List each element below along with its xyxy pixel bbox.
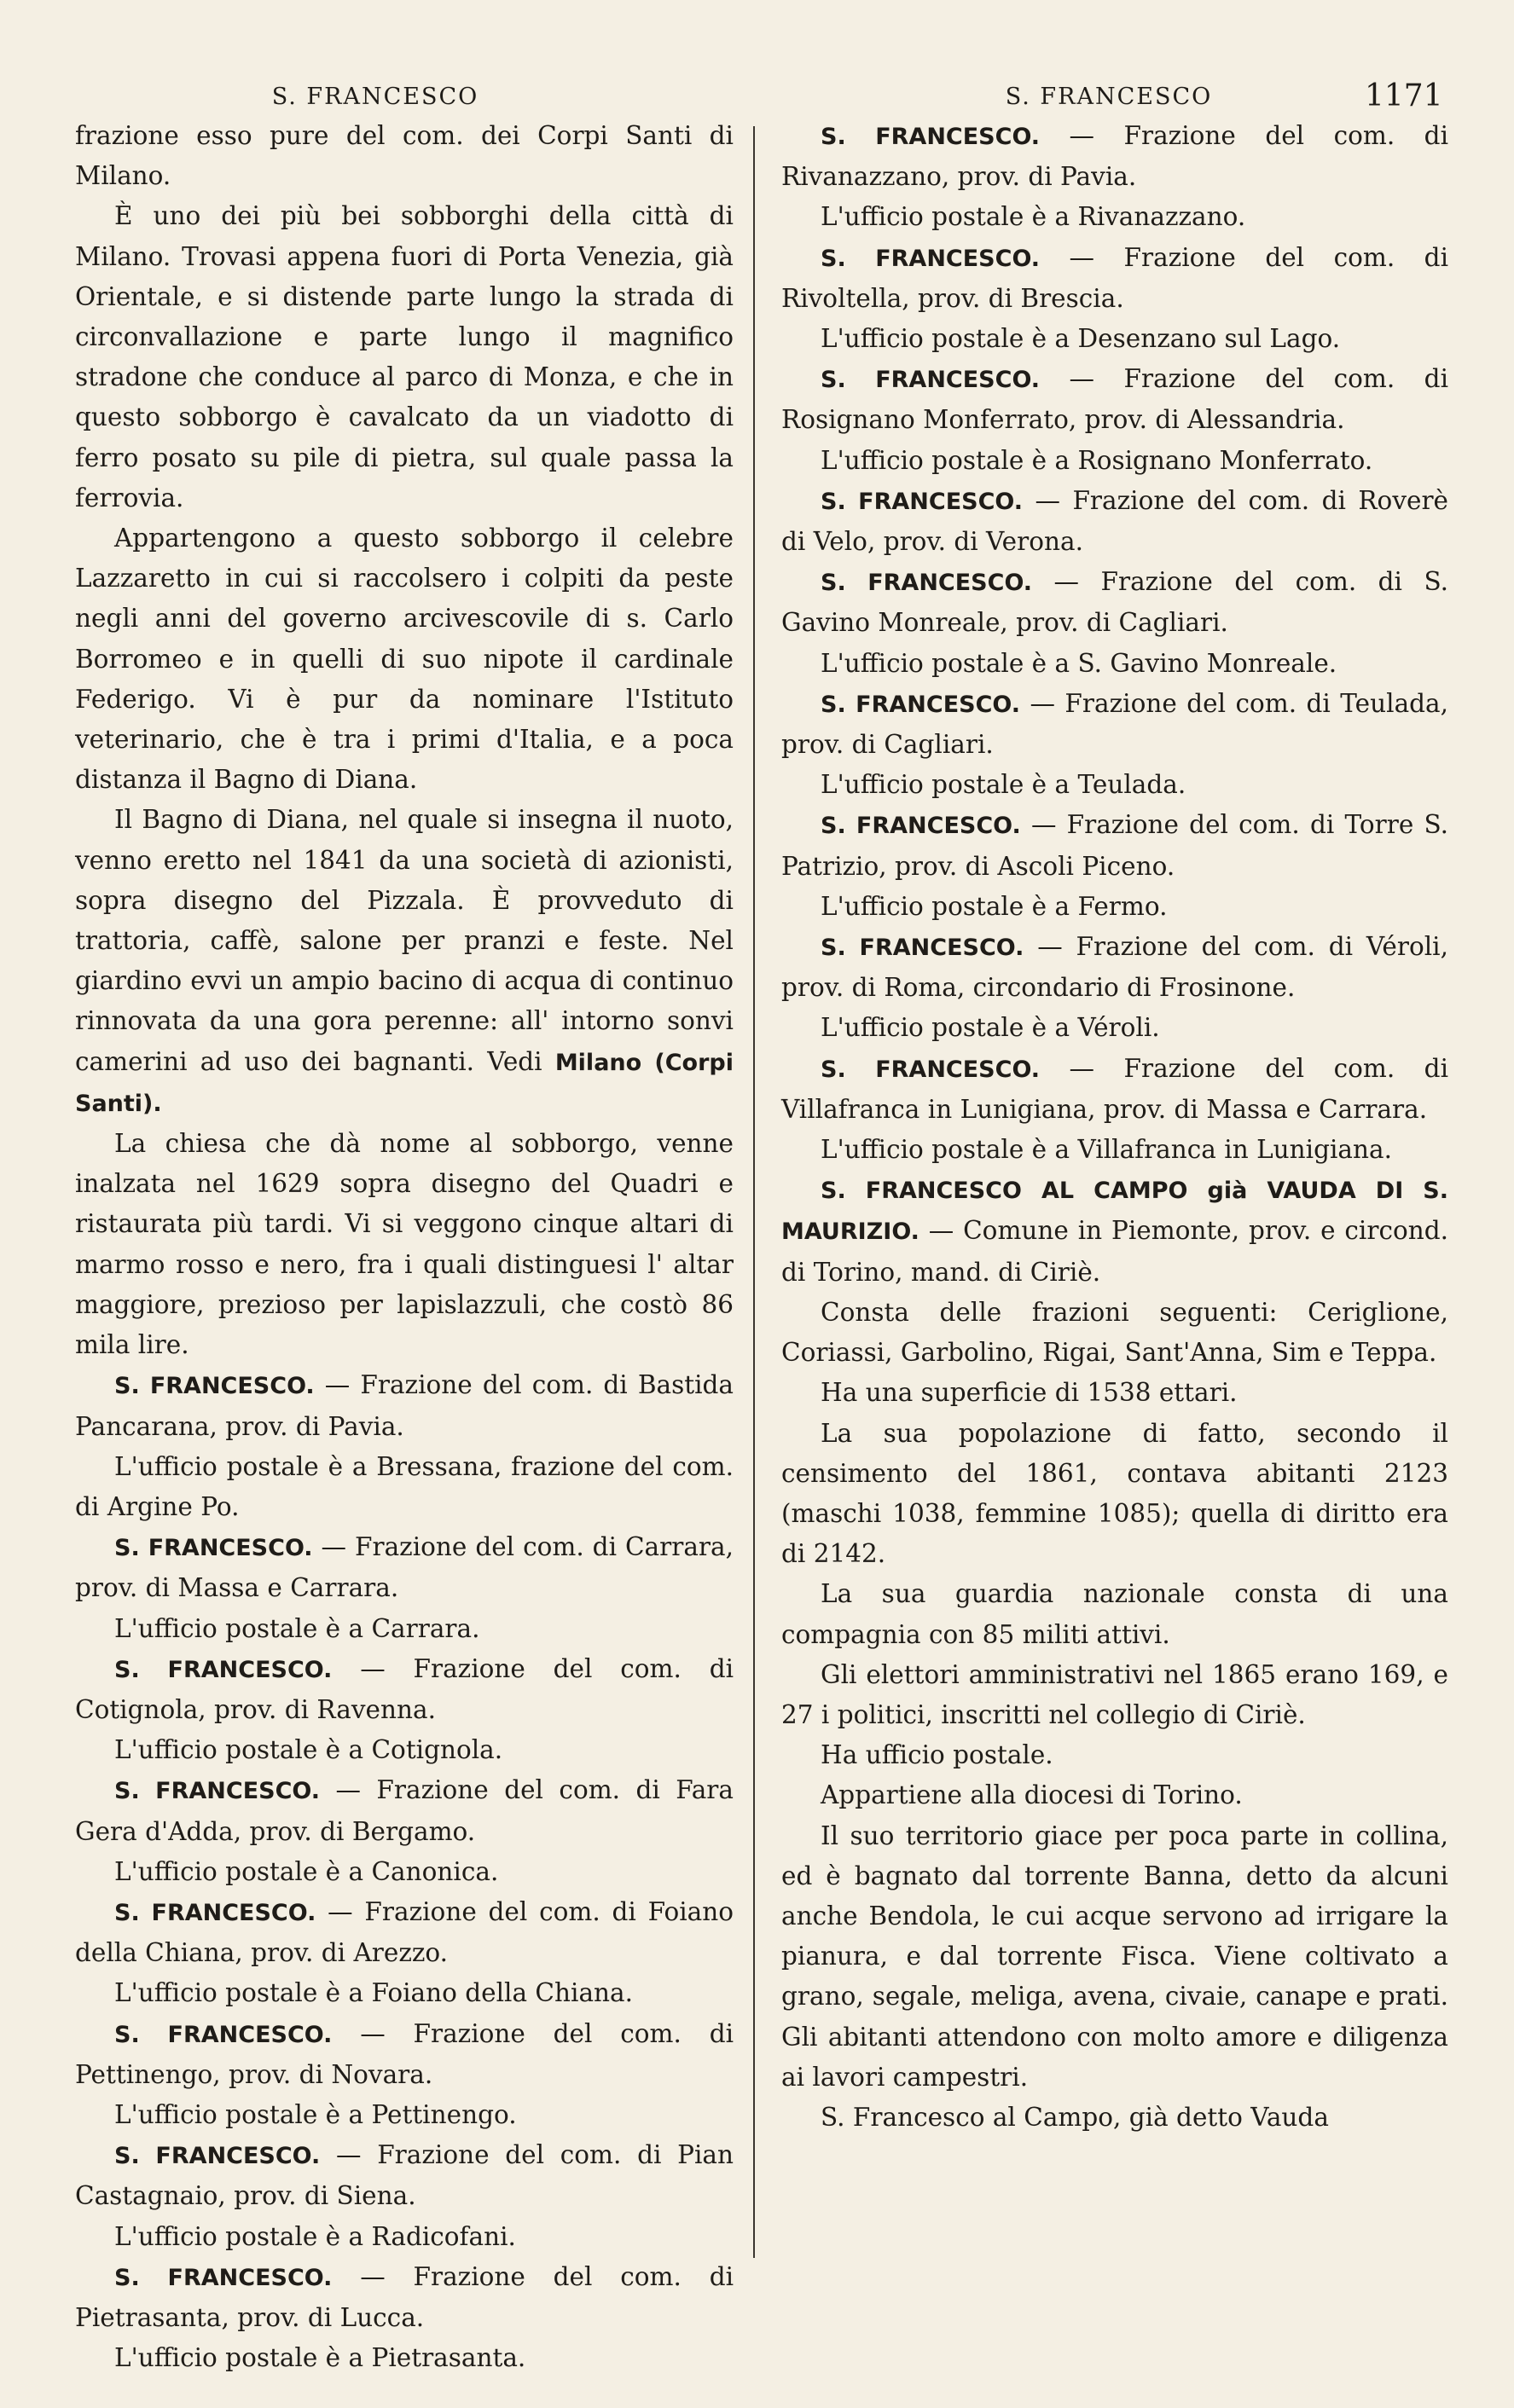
entry-text: — Frazione del com. di Foiano della Chiana, prov. di Arezzo. <box>75 1896 734 1968</box>
right-running-head: S. FRANCESCO <box>1005 84 1213 110</box>
paragraph <box>75 1124 734 1365</box>
entry-heading: S. FRANCESCO. <box>821 1056 1041 1083</box>
paragraph <box>75 1770 734 1851</box>
left-column <box>75 116 734 2378</box>
entry-heading: S. FRANCESCO. <box>114 1373 315 1400</box>
paragraph <box>75 1527 734 1608</box>
paragraph-text: L'ufficio postale è a Foiano della Chiana. <box>114 1978 633 2008</box>
paragraph <box>781 1293 1448 1373</box>
paragraph-text: L'ufficio postale è a Fermo. <box>821 891 1168 921</box>
paragraph <box>781 238 1448 319</box>
entry-text: — Frazione del com. di Torre S. Patrizio, prov. di Ascoli Piceno. <box>781 810 1448 881</box>
paragraph <box>781 1130 1448 1170</box>
entry-text: — Frazione del com. di Roverè di Velo, prov. di Verona. <box>781 485 1449 557</box>
paragraph <box>781 197 1448 237</box>
paragraph <box>781 481 1448 562</box>
paragraph <box>75 2257 734 2338</box>
page-number: 1171 <box>1365 78 1443 113</box>
entry-heading: S. FRANCESCO. <box>114 1656 333 1683</box>
paragraph-text: Appartengono a questo sobborgo il celebre Lazzaretto in cui si raccolsero i colpiti da peste negli anni del governo arcivescovile di s. Carlo Borromeo e in quelli di suo nipote il cardinale Federigo. Vi è pur da nominare l'Istituto veterinario, che è tra i primi d'Italia, e a poca distanza il Bagno di Diana. <box>75 524 734 795</box>
paragraph-text: Consta delle frazioni seguenti: Ceriglione, Coriassi, Garbolino, Rigai, Sant'Anna, Sim e Teppa. <box>781 1297 1448 1368</box>
paragraph <box>75 518 734 800</box>
entry-text: — Frazione del com. di Pian Castagnaio, prov. di Siena. <box>75 2140 734 2211</box>
paragraph-text: L'ufficio postale è a Desenzano sul Lago. <box>821 324 1341 354</box>
column-rule <box>753 126 755 2258</box>
paragraph <box>781 1655 1448 1735</box>
paragraph <box>781 765 1448 805</box>
paragraph-text: È uno dei più bei sobborghi della città di Milano. Trovasi appena fuori di Porta Venezia, già Orientale, e si distende parte lungo la strada di circonvallazione e parte lungo il magnifico stradone che conduce al parco di Monza, e che in questo sobborgo è cavalcato da un viadotto di ferro posato su pile di pietra, sul quale passa la ferrovia. <box>75 201 734 512</box>
paragraph <box>781 644 1448 684</box>
entry-heading: Milano (Corpi Santi). <box>75 1049 734 1117</box>
entry-text: — Frazione del com. di Cotignola, prov. di Ravenna. <box>75 1653 734 1724</box>
paragraph-text: La sua guardia nazionale consta di una compagnia con 85 militi attivi. <box>781 1579 1448 1649</box>
paragraph-text: La chiesa che dà nome al sobborgo, venne inalzata nel 1629 sopra disegno del Quadri e ristaurata più tardi. Vi si veggono cinque altari di marmo rosso e nero, fra i quali distinguesi l' altar maggiore, prezioso per lapislazzuli, che costò 86 mila lire. <box>75 1129 734 1360</box>
paragraph-text: S. Francesco al Campo, già detto Vauda <box>821 2102 1329 2132</box>
entry-heading: S. FRANCESCO. <box>821 691 1021 718</box>
entry-text: — Frazione del com. di Villafranca in Lunigiana, prov. di Massa e Carrara. <box>781 1053 1448 1124</box>
paragraph-text: L'ufficio postale è a Villafranca in Lunigiana. <box>821 1135 1392 1165</box>
paragraph <box>75 2338 734 2378</box>
entry-text: — Comune in Piemonte, prov. e circond. di Torino, mand. di Ciriè. <box>781 1216 1448 1287</box>
paragraph-text: La sua popolazione di fatto, secondo il censimento del 1861, contava abitanti 2123 (maschi 1038, femmine 1085); quella di diritto era di 2142. <box>781 1418 1448 1569</box>
right-column <box>781 116 1448 2138</box>
paragraph <box>781 684 1448 765</box>
paragraph <box>781 319 1448 359</box>
paragraph <box>75 2095 734 2135</box>
entry-heading: S. FRANCESCO. <box>114 2021 333 2048</box>
paragraph-text: L'ufficio postale è a Rosignano Monferrato. <box>821 445 1373 475</box>
entry-heading: S. FRANCESCO. <box>114 1778 321 1805</box>
paragraph <box>781 116 1448 197</box>
paragraph <box>75 1892 734 1973</box>
entry-text: — Frazione del com. di Pietrasanta, prov. di Lucca. <box>75 2261 734 2332</box>
entry-text: — Frazione del com. di Véroli, prov. di Roma, circondario di Frosinone. <box>781 932 1448 1003</box>
entry-heading: S. FRANCESCO. <box>821 124 1041 150</box>
entry-text: — Frazione del com. di Pettinengo, prov. di Novara. <box>75 2018 734 2089</box>
paragraph <box>781 1735 1448 1775</box>
paragraph-text: Ha una superficie di 1538 ettari. <box>821 1378 1238 1408</box>
paragraph <box>75 1649 734 1730</box>
paragraph <box>75 800 734 1124</box>
entry-text: — Frazione del com. di Teulada, prov. di Cagliari. <box>781 688 1449 760</box>
paragraph <box>75 1973 734 2013</box>
paragraph-text: L'ufficio postale è a Pietrasanta. <box>114 2343 526 2373</box>
paragraph <box>75 1852 734 1892</box>
entry-heading: S. FRANCESCO. <box>821 245 1041 272</box>
entry-heading: S. FRANCESCO. <box>821 367 1041 394</box>
paragraph <box>781 1008 1448 1048</box>
paragraph <box>781 887 1448 927</box>
paragraph-text: L'ufficio postale è a S. Gavino Monreale. <box>821 648 1337 678</box>
paragraph-text: L'ufficio postale è a Radicofani. <box>114 2221 516 2251</box>
paragraph-text: L'ufficio postale è a Bressana, frazione del com. di Argine Po. <box>75 1451 734 1521</box>
paragraph <box>781 1170 1448 1293</box>
paragraph-text: L'ufficio postale è a Véroli. <box>821 1013 1160 1043</box>
paragraph <box>75 1365 734 1446</box>
entry-heading: S. FRANCESCO. <box>821 570 1033 597</box>
paragraph <box>75 116 734 196</box>
entry-heading: S. FRANCESCO. <box>114 1899 316 1926</box>
paragraph <box>781 805 1448 886</box>
paragraph <box>781 1373 1448 1413</box>
paragraph-text: L'ufficio postale è a Carrara. <box>114 1613 480 1643</box>
entry-text: — Frazione del com. di Rivoltella, prov. di Brescia. <box>781 242 1448 313</box>
paragraph <box>75 1447 734 1527</box>
entry-heading: S. FRANCESCO. <box>821 488 1024 515</box>
paragraph-text: Appartiene alla diocesi di Torino. <box>821 1780 1243 1810</box>
paragraph <box>781 927 1448 1008</box>
paragraph <box>781 562 1448 643</box>
entry-heading: S. FRANCESCO. <box>114 1535 313 1562</box>
paragraph <box>75 2217 734 2257</box>
entry-text: — Frazione del com. di Carrara, prov. di Massa e Carrara. <box>75 1532 734 1603</box>
paragraph <box>75 1730 734 1770</box>
paragraph <box>781 1049 1448 1130</box>
paragraph-text: L'ufficio postale è a Pettinengo. <box>114 2099 517 2129</box>
entry-text: — Frazione del com. di Rivanazzano, prov. di Pavia. <box>781 121 1448 192</box>
paragraph <box>75 196 734 518</box>
entry-text: — Frazione del com. di Bastida Pancarana, prov. di Pavia. <box>75 1370 734 1441</box>
entry-heading: S. FRANCESCO. <box>821 935 1024 962</box>
paragraph-text: L'ufficio postale è a Rivanazzano. <box>821 202 1246 232</box>
paragraph <box>781 1816 1448 2098</box>
paragraph <box>781 1574 1448 1654</box>
paragraph-text: Il suo territorio giace per poca parte in collina, ed è bagnato dal torrente Banna, detto da alcuni anche Bendola, le cui acque servono ad irrigare la pianura, e dal torrente Fisca. Viene coltivato a grano, segale, meliga, avena, civaie, canape e prati. Gli abitanti attendono con molto amore e diligenza ai lavori campestri. <box>781 1820 1448 2092</box>
paragraph <box>75 1609 734 1649</box>
entry-heading: S. FRANCESCO. <box>114 2143 321 2170</box>
entry-text: — Frazione del com. di Rosignano Monferrato, prov. di Alessandria. <box>781 364 1448 435</box>
paragraph <box>75 2014 734 2095</box>
paragraph-text: Ha ufficio postale. <box>821 1740 1053 1770</box>
paragraph-text: Il Bagno di Diana, nel quale si insegna il nuoto, venno eretto nel 1841 da una società di azionisti, sopra disegno del Pizzala. È provveduto di trattoria, caffè, salone per pranzi e feste. Nel giardino evvi un ampio bacino di acqua di continuo rinnovata da una gora perenne: all' intorno sonvi camerini ad uso dei bagnanti. Vedi <box>75 805 734 1076</box>
paragraph-text: L'ufficio postale è a Cotignola. <box>114 1735 503 1765</box>
paragraph <box>781 2098 1448 2138</box>
left-running-head: S. FRANCESCO <box>271 84 479 110</box>
paragraph <box>75 2135 734 2216</box>
entry-heading: S. FRANCESCO. <box>821 813 1021 840</box>
paragraph <box>781 1775 1448 1815</box>
paragraph-text: frazione esso pure del com. dei Corpi Santi di Milano. <box>75 121 734 191</box>
entry-text: — Frazione del com. di S. Gavino Monreale, prov. di Cagliari. <box>781 567 1448 638</box>
paragraph-text: L'ufficio postale è a Canonica. <box>114 1856 499 1886</box>
paragraph <box>781 359 1448 440</box>
paragraph-text: L'ufficio postale è a Teulada. <box>821 770 1186 800</box>
entry-heading: S. FRANCESCO. <box>114 2264 333 2291</box>
entry-text: — Frazione del com. di Fara Gera d'Adda, prov. di Bergamo. <box>75 1775 734 1846</box>
entry-heading: S. FRANCESCO AL CAMPO già VAUDA DI S. MAURIZIO. <box>781 1178 1448 1246</box>
paragraph <box>781 1414 1448 1575</box>
paragraph-text: Gli elettori amministrativi nel 1865 erano 169, e 27 i politici, inscritti nel collegio di Ciriè. <box>781 1659 1448 1729</box>
paragraph <box>781 441 1448 481</box>
